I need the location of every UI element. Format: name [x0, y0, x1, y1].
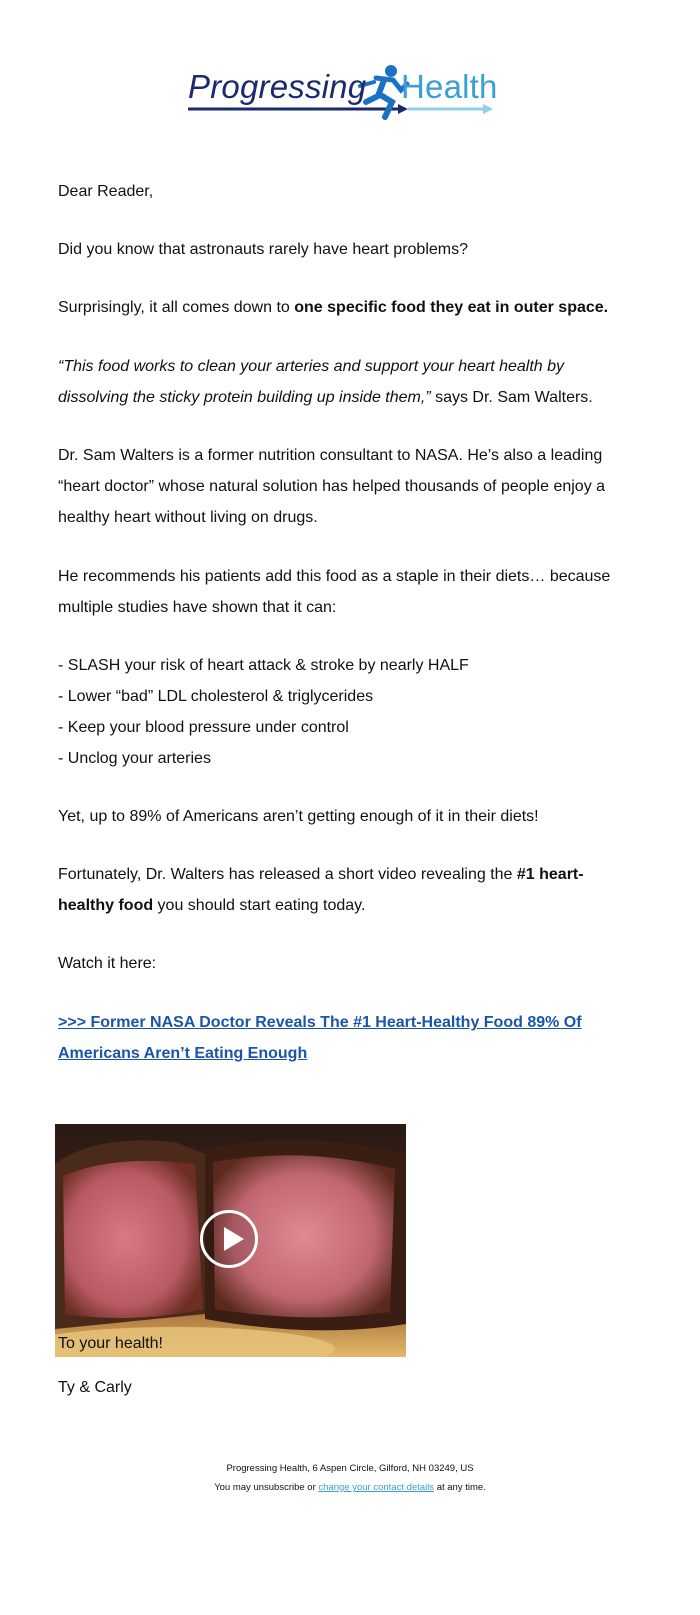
- paragraph-surprisingly: [58, 292, 618, 323]
- paragraph-watch: Watch it here:: [58, 955, 157, 972]
- logo-text-progressing: Progressing: [188, 68, 367, 105]
- footer-text: You may unsubscribe or: [214, 1482, 319, 1493]
- cta-paragraph: [58, 1007, 618, 1069]
- bullet-item: - Unclog your arteries: [58, 750, 211, 767]
- signoff: To your health!: [58, 1335, 163, 1352]
- footer-address: Progressing Health, 6 Aspen Circle, Gilford, NH 03249, US: [226, 1463, 474, 1474]
- video-intro-text: Fortunately, Dr. Walters has released a short video revealing the: [58, 866, 517, 883]
- paragraph-statistic: Yet, up to 89% of Americans aren’t getting enough of it in their diets!: [58, 808, 539, 825]
- paragraph-quote: [58, 351, 618, 413]
- video-thumbnail[interactable]: [55, 1124, 406, 1357]
- brand-logo: [188, 62, 498, 122]
- signature: Ty & Carly: [58, 1379, 132, 1396]
- paragraph-recommends: He recommends his patients add this food as a staple in their diets… because multiple studies have shown that it can:: [58, 568, 611, 616]
- paragraph-surprisingly-text: Surprisingly, it all comes down to: [58, 299, 295, 316]
- paragraph-video-intro: [58, 859, 618, 921]
- video-intro-bold: #1 heart-healthy food: [58, 866, 584, 914]
- paragraph-about-doctor: Dr. Sam Walters is a former nutrition consultant to NASA. He’s also a leading “heart doctor” whose natural solution has helped thousands of people enjoy a healthy heart without living on drugs.: [58, 447, 606, 526]
- logo-text-health: Health: [401, 68, 498, 105]
- quote-text: “This food works to clean your arteries and support your heart health by dissolving the sticky protein building up inside them,”: [58, 358, 565, 406]
- cta-link[interactable]: >>> Former NASA Doctor Reveals The #1 Heart-Healthy Food 89% Of Americans Aren’t Eating Enough: [58, 1014, 582, 1062]
- bullet-item: - SLASH your risk of heart attack & stroke by nearly HALF: [58, 657, 469, 674]
- greeting: Dear Reader,: [58, 183, 154, 200]
- quote-attribution: says Dr. Sam Walters.: [430, 389, 593, 406]
- footer-text-end: at any time.: [434, 1482, 486, 1493]
- paragraph-intro: Did you know that astronauts rarely have heart problems?: [58, 241, 468, 258]
- play-icon: [224, 1227, 244, 1251]
- bullet-item: - Lower “bad” LDL cholesterol & triglycerides: [58, 688, 374, 705]
- footer-unsubscribe: [0, 1482, 700, 1493]
- paragraph-surprisingly-bold: one specific food they eat in outer space.: [294, 299, 609, 316]
- video-intro-text-end: you should start eating today.: [153, 897, 366, 914]
- change-contact-details-link[interactable]: change your contact details: [318, 1482, 435, 1493]
- bullet-item: - Keep your blood pressure under control: [58, 719, 349, 736]
- play-button[interactable]: [200, 1210, 258, 1268]
